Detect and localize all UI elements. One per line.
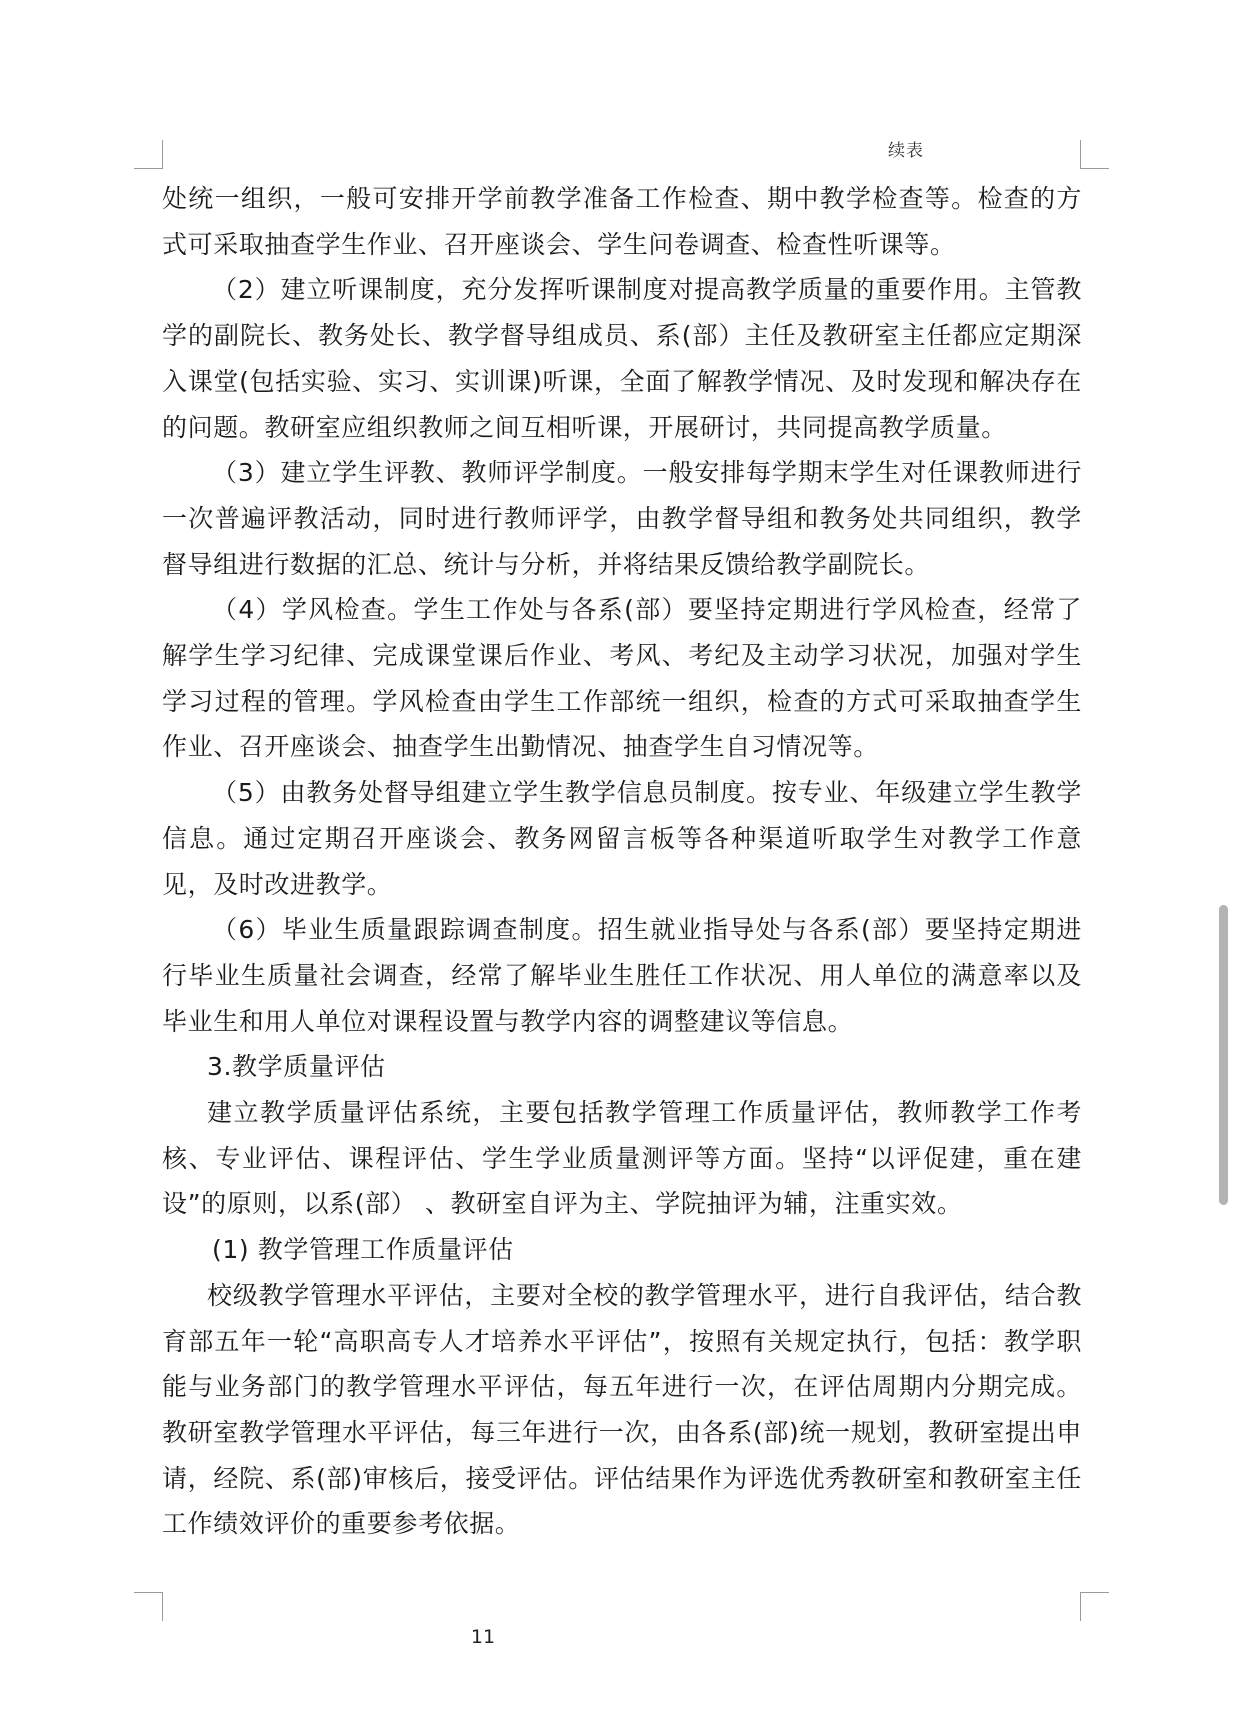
paragraph-continuation: 处统一组织，一般可安排开学前教学准备工作检查、期中教学检查等。检查的方式可采取抽查学生作业、召开座谈会、学生问卷调查、检查性听课等。: [162, 184, 1082, 259]
crop-mark-bottom-left: [134, 1592, 163, 1621]
scrollbar-track[interactable]: [1218, 0, 1234, 1728]
paragraph-item-2: （2）建立听课制度，充分发挥听课制度对提高教学质量的重要作用。主管教学的副院长、教务处长、教学督导组成员、系(部）主任及教研室主任都应定期深入课堂(包括实验、实习、实训课)听课，全面了解教学情况、及时发现和解决存在的问题。教研室应组织教师之间互相听课，开展研讨，共同提高教学质量。: [162, 275, 1082, 442]
paragraph-item-5: （5）由教务处督导组建立学生教学信息员制度。按专业、年级建立学生教学信息。通过定期召开座谈会、教务网留言板等各种渠道听取学生对教学工作意见，及时改进教学。: [162, 778, 1082, 899]
paragraph-item-3: （3）建立学生评教、教师评学制度。一般安排每学期末学生对任课教师进行一次普遍评教活动，同时进行教师评学，由教学督导组和教务处共同组织，教学督导组进行数据的汇总、统计与分析，并将结果反馈给教学副院长。: [162, 458, 1082, 579]
continued-label: 续表: [888, 141, 924, 161]
crop-mark-bottom-right: [1080, 1592, 1109, 1621]
section-heading-3: 3.教学质量评估: [207, 1052, 386, 1082]
crop-mark-top-right: [1080, 140, 1109, 169]
paragraph-item-6: （6）毕业生质量跟踪调查制度。招生就业指导处与各系(部）要坚持定期进行毕业生质量社会调查，经常了解毕业生胜任工作状况、用人单位的满意率以及毕业生和用人单位对课程设置与教学内容的调整建议等信息。: [162, 915, 1082, 1036]
document-body: [162, 176, 1082, 1547]
page-number: 11: [470, 1626, 496, 1648]
paragraph-subsection-1: 校级教学管理水平评估，主要对全校的教学管理水平，进行自我评估，结合教育部五年一轮“高职高专人才培养水平评估”，按照有关规定执行，包括：教学职能与业务部门的教学管理水平评估，每五年进行一次，在评估周期内分期完成。教研室教学管理水平评估，每三年进行一次，由各系(部)统一规划，教研室提出申请，经院、系(部)审核后，接受评估。评估结果作为评选优秀教研室和教研室主任工作绩效评价的重要参考依据。: [162, 1280, 1082, 1539]
subsection-heading-1: (1) 教学管理工作质量评估: [212, 1235, 514, 1265]
paragraph-section-3-intro: 建立教学质量评估系统，主要包括教学管理工作质量评估，教师教学工作考核、专业评估、课程评估、学生学业质量测评等方面。坚持“以评促建，重在建设”的原则，以系(部） 、教研室自评为主、学院抽评为辅，注重实效。: [162, 1098, 1082, 1219]
crop-mark-top-left: [134, 140, 163, 169]
scrollbar-thumb[interactable]: [1219, 905, 1228, 1205]
paragraph-item-4: （4）学风检查。学生工作处与各系(部）要坚持定期进行学风检查，经常了解学生学习纪律、完成课堂课后作业、考风、考纪及主动学习状况，加强对学生学习过程的管理。学风检查由学生工作部统一组织，检查的方式可采取抽查学生作业、召开座谈会、抽查学生出勤情况、抽查学生自习情况等。: [162, 595, 1082, 762]
